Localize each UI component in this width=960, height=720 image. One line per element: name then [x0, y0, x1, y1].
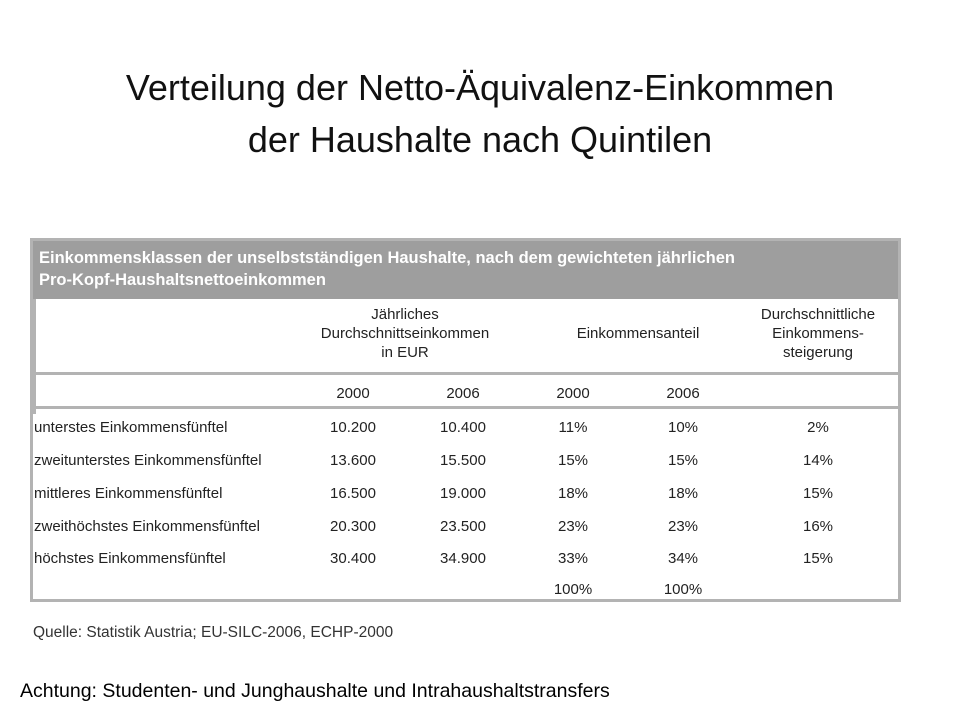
share-2000-cell: 18% [557, 485, 589, 502]
share-2006-cell: 15% [667, 452, 699, 469]
income-2006-cell: 15.500 [440, 452, 486, 469]
share-header-label: Einkommensanteil [576, 325, 700, 342]
income-header-line-1: Jährliches [371, 306, 439, 323]
share-2006-cell: 10% [667, 419, 699, 436]
year-header-share-2000: 2000 [556, 385, 590, 402]
income-header-line-3: in EUR [381, 344, 429, 361]
income-2006-cell: 10.400 [440, 419, 486, 436]
share-2006-cell: 18% [667, 485, 699, 502]
share-group-header [538, 324, 738, 343]
year-header-income-2006: 2006 [446, 385, 480, 402]
income-header-line-2: Durchschnittseinkommen [320, 325, 490, 342]
table-caption-line-1: Einkommensklassen der unselbstständigen Haushalte, nach dem gewichteten jährlichen [39, 249, 735, 267]
row-label: zweitunterstes Einkommensfünftel [34, 452, 262, 469]
growth-cell: 2% [807, 419, 829, 436]
income-2000-cell: 10.200 [330, 419, 376, 436]
income-2000-cell: 16.500 [330, 485, 376, 502]
year-header-rule [33, 406, 898, 409]
income-group-header [295, 305, 515, 362]
growth-header-line-1: Durchschnittliche [760, 306, 876, 323]
row-label: unterstes Einkommensfünftel [34, 419, 228, 436]
income-2000-cell: 20.300 [330, 518, 376, 535]
row-label: zweithöchstes Einkommensfünftel [34, 518, 260, 535]
income-2006-cell: 23.500 [440, 518, 486, 535]
growth-cell: 15% [802, 550, 834, 567]
growth-cell: 16% [802, 518, 834, 535]
growth-cell: 14% [802, 452, 834, 469]
group-header-rule [33, 372, 898, 375]
share-2006-total: 100% [663, 581, 703, 598]
table-caption [33, 241, 898, 299]
income-2000-cell: 30.400 [330, 550, 376, 567]
slide-title-line-1: Verteilung der Netto-Äquivalenz-Einkommen [125, 67, 835, 108]
table-left-rule [33, 299, 36, 414]
table-caption-line-2: Pro-Kopf-Haushaltsnettoeinkommen [39, 271, 326, 289]
income-2000-cell: 13.600 [330, 452, 376, 469]
growth-header-line-2: Einkommens- [772, 325, 864, 342]
year-header-income-2000: 2000 [336, 385, 370, 402]
row-label: höchstes Einkommensfünftel [34, 550, 226, 567]
share-2000-cell: 15% [557, 452, 589, 469]
share-2000-cell: 23% [557, 518, 589, 535]
slide-title-line-2: der Haushalte nach Quintilen [247, 119, 713, 160]
share-2000-cell: 11% [558, 419, 588, 436]
growth-group-header [733, 305, 903, 362]
share-2006-cell: 23% [667, 518, 699, 535]
income-2006-cell: 34.900 [440, 550, 486, 567]
share-2000-cell: 33% [557, 550, 589, 567]
caution-note: Achtung: Studenten- und Junghaushalte und Intrahaushaltstransfers [20, 680, 610, 702]
slide-title [0, 62, 960, 166]
income-table [30, 238, 901, 602]
row-label: mittleres Einkommensfünftel [34, 485, 223, 502]
income-2006-cell: 19.000 [440, 485, 486, 502]
source-note: Quelle: Statistik Austria; EU-SILC-2006, ECHP-2000 [33, 624, 394, 641]
growth-cell: 15% [802, 485, 834, 502]
year-header-share-2006: 2006 [666, 385, 700, 402]
share-2006-cell: 34% [667, 550, 699, 567]
growth-header-line-3: steigerung [782, 344, 854, 361]
share-2000-total: 100% [553, 581, 593, 598]
